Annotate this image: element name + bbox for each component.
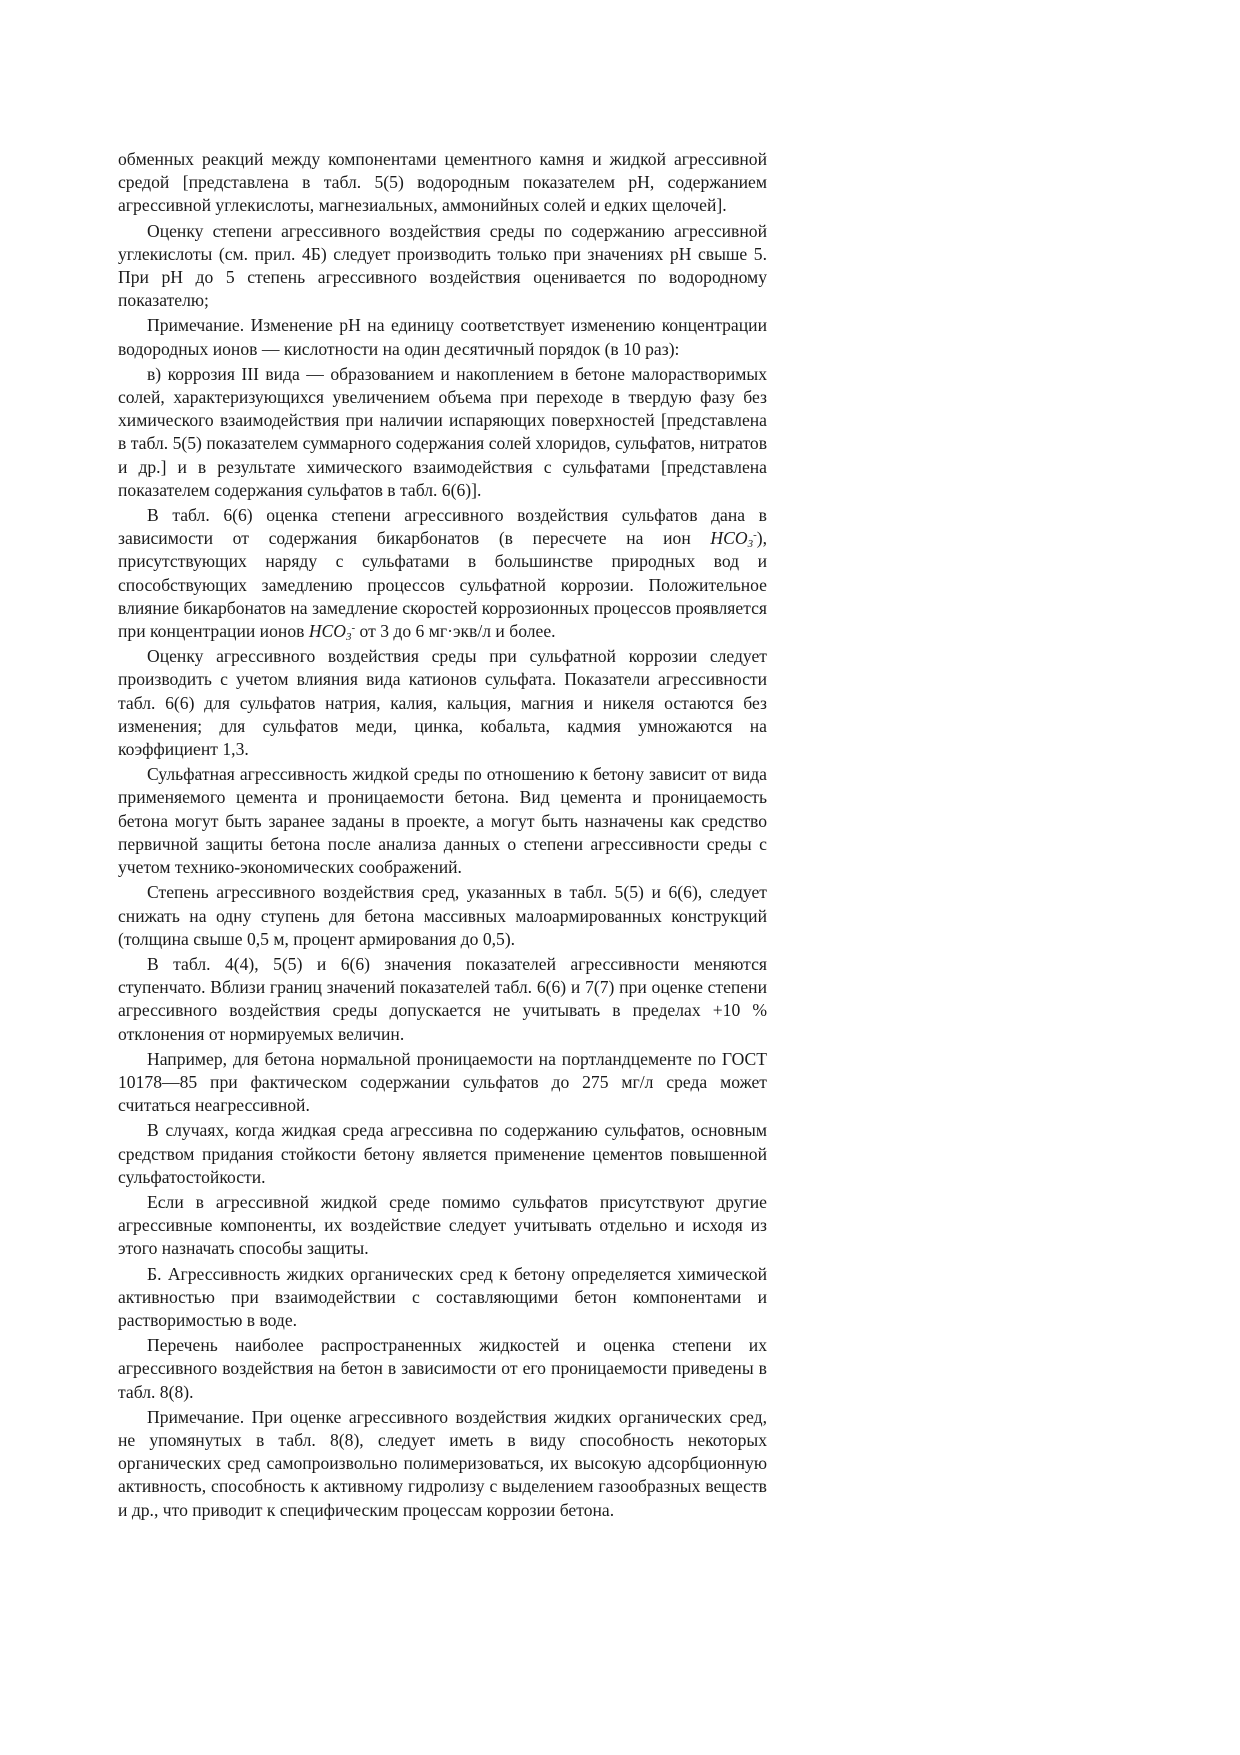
paragraph-example: Например, для бетона нормальной проницаемости на портландцементе по ГОСТ 10178—85 при фактическом содержании сульфатов до 275 мг/л среда может считаться неагрессивной. [118, 1048, 767, 1116]
paragraph-organic-media: Б. Агрессивность жидких органических сред к бетону определяется химической активностью при взаимодействии с составляющими бетон компонентами и растворимостью в воде. [118, 1263, 767, 1330]
paragraph-note-ph: Примечание. Изменение pH на единицу соответствует изменению концентрации водородных ионов — кислотности на один десятичный порядок (в 10 раз): [118, 315, 767, 359]
formula-base: HCO [308, 621, 346, 642]
paragraph-massive-structures: Степень агрессивного воздействия сред, указанных в табл. 5(5) и 6(6), следует снижать на одну ступень для бетона массивных малоармированных конструкций (толщина свыше 0,5 м, процент армирования до 0,5). [118, 882, 767, 949]
paragraph-other-components: Если в агрессивной жидкой среде помимо сульфатов присутствуют другие агрессивные компоненты, их воздействие следует учитывать отдельно и исходя из этого назначать способы защиты. [118, 1191, 767, 1259]
paragraph-sulfate-aggressiveness: Сульфатная агрессивность жидкой среды по отношению к бетону зависит от вида применяемого цемента и проницаемости бетона. Вид цемента и проницаемость бетона могут быть заранее заданы в проекте, а могут быть назначены как средство первичной защиты бетона после анализа данных о степени агрессивности среды с учетом технико-экономических соображений. [118, 764, 767, 878]
formula-subscript: 3 [345, 631, 352, 644]
paragraph-bicarbonates [118, 504, 767, 643]
hco3-formula [710, 528, 757, 551]
bicarbonates-text-a: В табл. 6(6) оценка степени агрессивного воздействия сульфатов дана в зависимости от содержания бикарбонатов (в пересчете на ион [118, 505, 767, 549]
formula-superscript: - [351, 622, 356, 635]
formula-subscript: 3 [747, 538, 754, 551]
paragraph-sulfate-cations: Оценку агрессивного воздействия среды при сульфатной коррозии следует производить с учетом влияния вида катионов сульфата. Показатели агрессивности табл. 6(6) для сульфатов натрия, калия, кальция, магния и никеля остаются без изменения; для сульфатов меди, цинка, кобальта, кадмия умножаются на коэффициент 1,3. [118, 646, 767, 760]
bicarbonates-text-c: от 3 до 6 мг·экв/л и более. [355, 621, 556, 642]
paragraph-liquids-list: Перечень наиболее распространенных жидкостей и оценка степени их агрессивного воздействия на бетон в зависимости от его проницаемости приведены в табл. 8(8). [118, 1335, 767, 1402]
paragraph-carbonic-acid: Оценку степени агрессивного воздействия среды по содержанию агрессивной углекислоты (см. прил. 4Б) следует производить только при значениях pH свыше 5. При pH до 5 степень агрессивного воздействия оценивается по водородному показателю; [118, 220, 767, 311]
paragraph-reactions: обменных реакций между компонентами цементного камня и жидкой агрессивной средой [представлена в табл. 5(5) водородным показателем pH, содержанием агрессивной углекислоты, магнезиальных, аммонийных солей и едких щелочей]. [118, 149, 767, 216]
formula-superscript: - [753, 529, 757, 542]
paragraph-stepwise-values: В табл. 4(4), 5(5) и 6(6) значения показателей агрессивности меняются ступенчато. Вблизи границ значений показателей табл. 6(6) и 7(7) при оценке степени агрессивного воздействия среды допускается не учитывать в пределах +10 % отклонения от нормируемых величин. [118, 953, 767, 1044]
document-page [118, 148, 767, 1524]
paragraph-note-organic: Примечание. При оценке агрессивного воздействия жидких органических сред, не упомянутых в табл. 8(8), следует иметь в виду способность некоторых органических сред самопроизвольно полимеризоваться, их высокую адсорбционную активность, способность к активному гидролизу с выделением газообразных веществ и др., что приводит к специфическим процессам коррозии бетона. [118, 1406, 767, 1520]
hco3-formula [308, 621, 356, 644]
formula-base: HCO [710, 528, 748, 549]
paragraph-sulfate-resistant-cement: В случаях, когда жидкая среда агрессивна по содержанию сульфатов, основным средством придания стойкости бетону является применение цементов повышенной сульфатостойкости. [118, 1120, 767, 1187]
paragraph-corrosion-type-3: в) коррозия III вида — образованием и накоплением в бетоне малорастворимых солей, характеризующихся увеличением объема при переходе в твердую фазу без химического взаимодействия при наличии испаряющих поверхностей [представлена в табл. 5(5) показателем суммарного содержания солей хлоридов, сульфатов, нитратов и др.] и в результате химического взаимодействия с сульфатами [представлена показателем содержания сульфатов в табл. 6(6)]. [118, 363, 767, 500]
bicarbonates-text-b: ), присутствующих наряду с сульфатами в большинстве природных вод и способствующих замедлению процессов сульфатной коррозии. Положительное влияние бикарбонатов на замедление скоростей коррозионных процессов проявляется при концентрации ионов [118, 528, 767, 642]
